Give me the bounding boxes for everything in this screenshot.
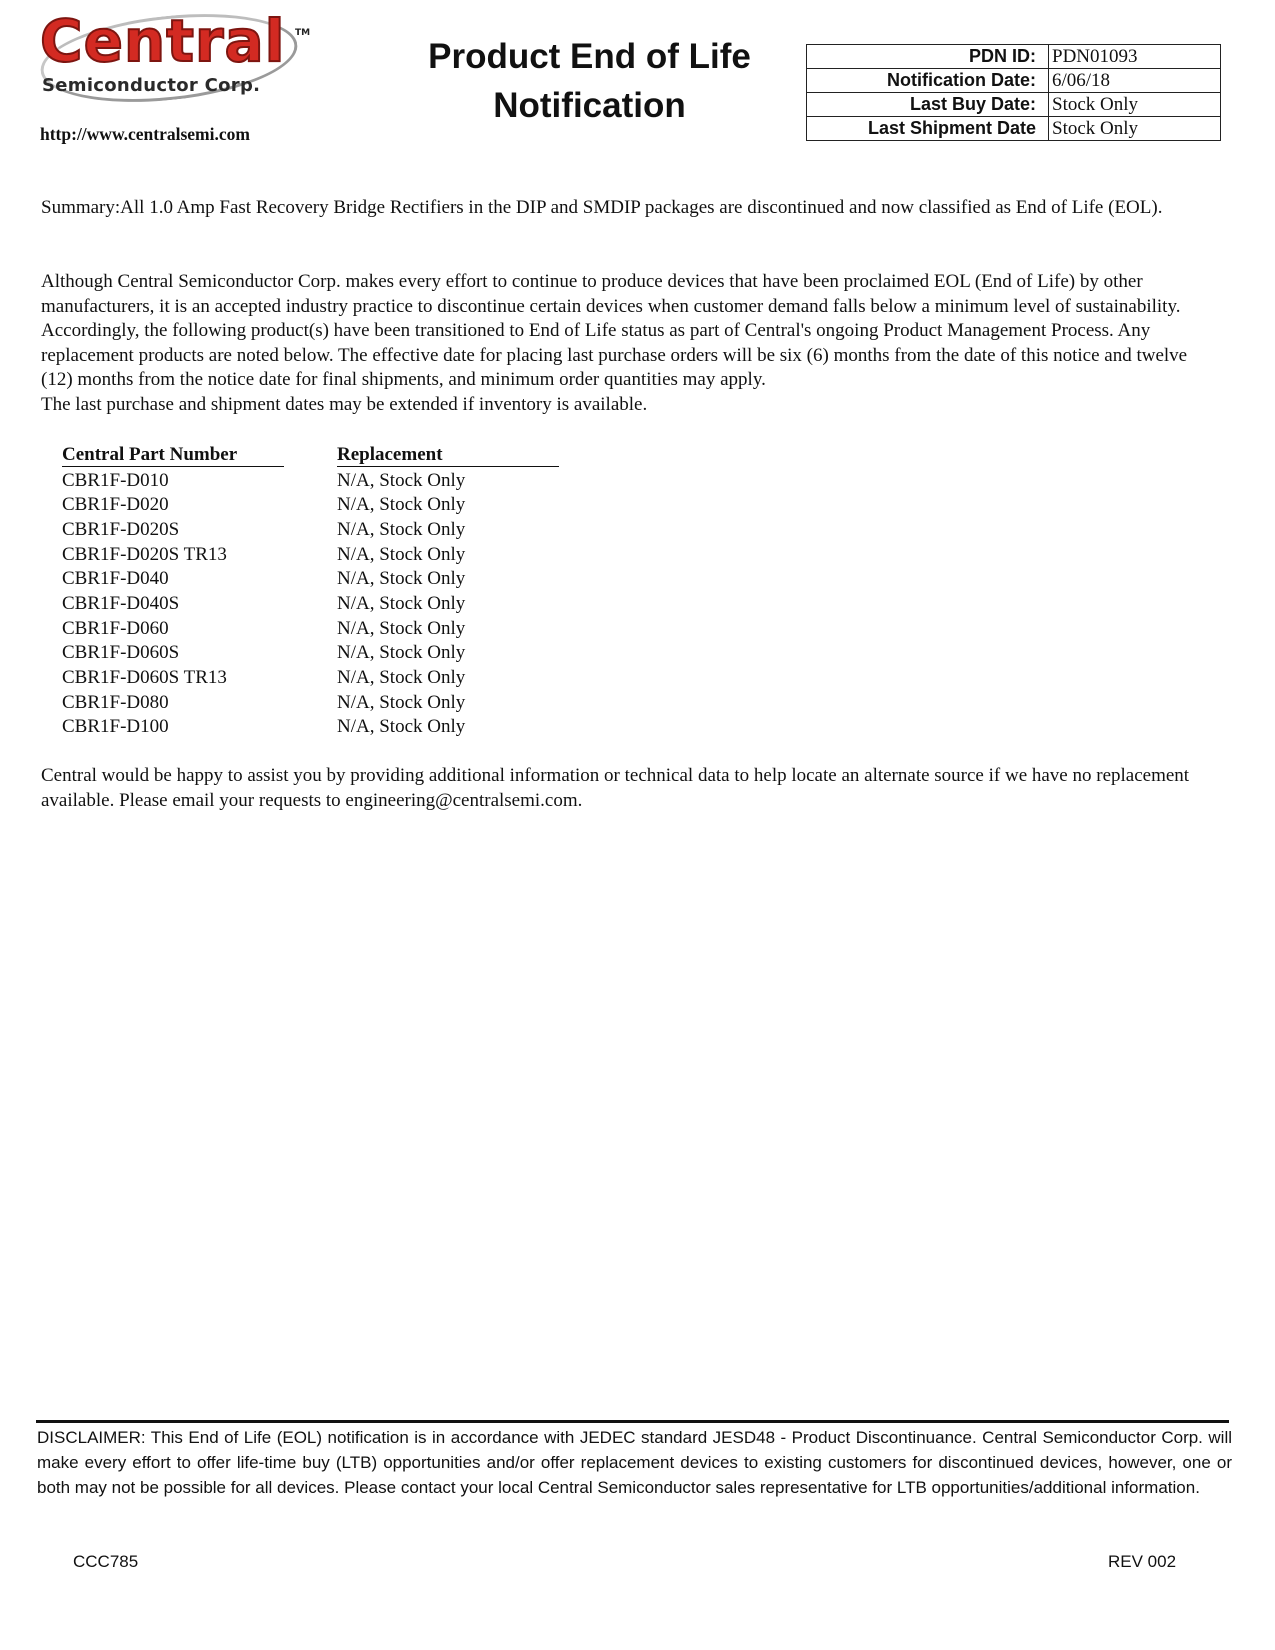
intro-body: Although Central Semiconductor Corp. makes every effort to continue to produce devices that have been proclaimed EOL (End of Life) by other manufacturers, it is an accepted industry practice to discontinue certain devices when customer demand falls below a minimum level of sustainability. Accordingly, the following product(s) have been transitioned to End of Life status as part of Central's ongoing Product Management Process. Any replacement products are noted below. The effective date for placing last purchase orders will be six (6) months from the date of this notice and twelve (12) months from the notice date for final shipments, and minimum order quantities may apply.	[41, 271, 1188, 390]
part-number: CBR1F-D040S	[62, 592, 180, 614]
part-number: CBR1F-D040	[62, 568, 169, 590]
parts-table-body	[62, 469, 587, 741]
parts-table	[62, 444, 587, 740]
part-number: CBR1F-D020S	[62, 518, 180, 540]
logo-subtitle: Semiconductor Corp.	[42, 75, 261, 96]
info-row	[807, 45, 1221, 69]
table-row	[62, 592, 587, 617]
replacement: N/A, Stock Only	[337, 592, 466, 614]
table-row	[62, 518, 587, 543]
replacement: N/A, Stock Only	[337, 494, 466, 516]
table-row	[62, 666, 587, 691]
summary-text: Summary:All 1.0 Amp Fast Recovery Bridge Rectifiers in the DIP and SMDIP packages are discontinued and now classified as End of Life (EOL).	[41, 197, 1163, 218]
document-title: Product End of Life Notification	[428, 37, 751, 125]
table-row	[62, 691, 587, 716]
website-link[interactable]: http://www.centralsemi.com	[40, 124, 250, 144]
replacement: N/A, Stock Only	[337, 716, 466, 738]
part-number: CBR1F-D020	[62, 494, 169, 516]
header-part-number: Central Part Number	[62, 444, 284, 467]
part-number: CBR1F-D010	[62, 469, 169, 491]
table-row	[62, 617, 587, 642]
part-number: CBR1F-D060S TR13	[62, 667, 227, 688]
part-number: CBR1F-D080	[62, 691, 169, 713]
info-label: Notification Date:	[807, 69, 1049, 93]
closing-text: Central would be happy to assist you by providing additional information or technical data to help locate an alternate source if we have no replacement available. Please email your requests to engineering@centralsemi.com.	[41, 765, 1190, 811]
replacement: N/A, Stock Only	[337, 667, 466, 688]
info-value: Stock Only	[1049, 93, 1221, 117]
document-revision: REV 002	[1108, 1552, 1177, 1571]
parts-table-header	[62, 444, 587, 469]
part-number: CBR1F-D060	[62, 617, 169, 639]
part-number: CBR1F-D020S TR13	[62, 543, 227, 565]
info-row	[807, 93, 1221, 117]
table-row	[62, 543, 587, 568]
replacement: N/A, Stock Only	[337, 543, 466, 565]
replacement: N/A, Stock Only	[337, 691, 466, 713]
intro-tail: The last purchase and shipment dates may be extended if inventory is available.	[41, 393, 648, 415]
table-row	[62, 493, 587, 518]
table-row	[62, 469, 587, 494]
notice-info-table	[806, 44, 1221, 141]
info-label: Last Buy Date:	[807, 93, 1049, 117]
logo-name: Central	[40, 7, 286, 75]
replacement: N/A, Stock Only	[337, 518, 466, 540]
info-value: Stock Only	[1049, 117, 1221, 141]
logo-trademark: TM	[295, 28, 311, 38]
footer-divider	[36, 1420, 1229, 1423]
replacement: N/A, Stock Only	[337, 568, 466, 590]
header-replacement: Replacement	[337, 444, 559, 467]
table-row	[62, 641, 587, 666]
table-row	[62, 715, 587, 740]
replacement: N/A, Stock Only	[337, 469, 466, 491]
info-label: Last Shipment Date	[807, 117, 1049, 141]
info-label: PDN ID:	[807, 45, 1049, 69]
info-value: PDN01093	[1049, 45, 1221, 69]
info-row	[807, 69, 1221, 93]
company-logo	[36, 7, 311, 104]
disclaimer-text: DISCLAIMER: This End of Life (EOL) notification is in accordance with JEDEC standard JESD48 - Product Discontinuance. Central Semiconductor Corp. will make every effort to offer life-time buy (LTB) opportunities and/or offer replacement devices to existing customers for discontinued devices, however, one or both may not be possible for all devices. Please contact your local Central Semiconductor sales representative for LTB opportunities/additional information.	[37, 1428, 1232, 1497]
document-code: CCC785	[73, 1552, 139, 1571]
info-value: 6/06/18	[1049, 69, 1221, 93]
part-number: CBR1F-D060S	[62, 642, 180, 664]
replacement: N/A, Stock Only	[337, 642, 466, 664]
info-row	[807, 117, 1221, 141]
intro-text	[41, 270, 1221, 417]
table-row	[62, 567, 587, 592]
replacement: N/A, Stock Only	[337, 617, 466, 639]
part-number: CBR1F-D100	[62, 716, 169, 738]
